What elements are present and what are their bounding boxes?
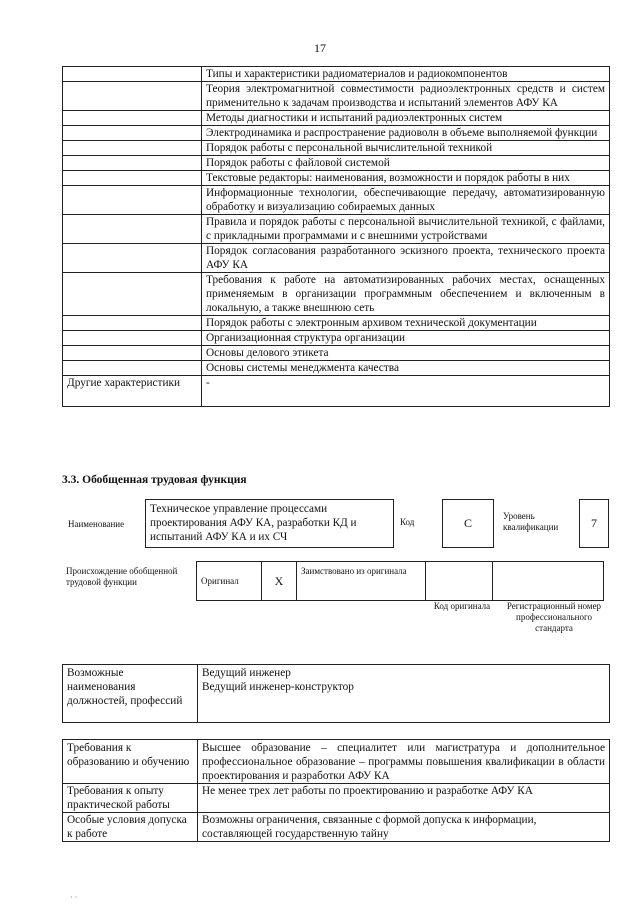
code-label: Код bbox=[400, 517, 415, 527]
reg-number-caption: Регистрационный номер профессионального стандарта bbox=[506, 601, 602, 633]
requirements-table bbox=[62, 739, 610, 842]
table-cell-left bbox=[63, 244, 202, 273]
table-cell-left bbox=[63, 111, 202, 126]
positions-values bbox=[198, 665, 610, 723]
positions-label: Возможные наименования должностей, профессий bbox=[63, 665, 198, 723]
special-conditions-value: Возможны ограничения, связанные с формой допуска к информации, составляющей государственную тайну bbox=[198, 813, 610, 842]
positions-table bbox=[62, 664, 610, 723]
table-row bbox=[63, 273, 610, 316]
table-row bbox=[63, 141, 610, 156]
origin-code-cell bbox=[426, 562, 493, 601]
other-characteristics-value: - bbox=[202, 376, 610, 407]
knowledge-item: Порядок работы с электронным архивом технической документации bbox=[202, 316, 610, 331]
reg-number-cell bbox=[493, 562, 604, 601]
experience-label: Требования к опыту практической работы bbox=[63, 784, 198, 813]
knowledge-item: Порядок работы с файловой системой bbox=[202, 156, 610, 171]
page-number: 17 bbox=[314, 41, 326, 55]
name-label: Наименование bbox=[68, 519, 125, 529]
table-cell-left bbox=[63, 273, 202, 316]
position-item: Ведущий инженер-конструктор bbox=[202, 681, 354, 693]
knowledge-item: Основы системы менеджмента качества bbox=[202, 361, 610, 376]
table-cell-left bbox=[63, 141, 202, 156]
table-row bbox=[63, 67, 610, 82]
table-row bbox=[63, 784, 610, 813]
table-cell-left bbox=[63, 361, 202, 376]
table-cell-left bbox=[63, 126, 202, 141]
origin-label: Происхождение обобщенной трудовой функции bbox=[66, 566, 178, 587]
special-conditions-label: Особые условия допуска к работе bbox=[63, 813, 198, 842]
table-row bbox=[197, 562, 604, 601]
table-row bbox=[63, 244, 610, 273]
origin-table bbox=[196, 561, 604, 601]
experience-value: Не менее трех лет работы по проектированию и разработке АФУ КА bbox=[198, 784, 610, 813]
knowledge-item: Электродинамика и распространение радиоволн в объеме выполняемой функции bbox=[202, 126, 610, 141]
table-row bbox=[63, 331, 610, 346]
knowledge-item: Порядок работы с персональной вычислительной техникой bbox=[202, 141, 610, 156]
knowledge-item: Требования к работе на автоматизированных рабочих местах, оснащенных применяемым в организации программным обеспечением и включенным в локальную, а также внешнюю сеть bbox=[202, 273, 610, 316]
knowledge-item: Теория электромагнитной совместимости радиоэлектронных средств и систем применительно к задачам производства и испытаний элементов АФУ КА bbox=[202, 82, 610, 111]
table-row bbox=[63, 215, 610, 244]
original-mark: X bbox=[262, 562, 297, 601]
table-row bbox=[63, 376, 610, 407]
table-cell-left bbox=[63, 215, 202, 244]
knowledge-item: Основы делового этикета bbox=[202, 346, 610, 361]
education-label: Требования к образованию и обучению bbox=[63, 740, 198, 784]
table-row bbox=[63, 316, 610, 331]
table-row bbox=[63, 111, 610, 126]
position-item: Ведущий инженер bbox=[202, 667, 291, 679]
knowledge-item: Информационные технологии, обеспечивающие передачу, автоматизированную обработку и визуализацию собираемых данных bbox=[202, 186, 610, 215]
table-cell-left bbox=[63, 67, 202, 82]
original-label: Оригинал bbox=[197, 562, 262, 601]
table-cell-left bbox=[63, 346, 202, 361]
level-value: 7 bbox=[591, 516, 597, 530]
knowledge-item: Правила и порядок работы с персональной вычислительной техникой, с файлами, с прикладными программами и с внешними устройствами bbox=[202, 215, 610, 244]
table-row bbox=[63, 813, 610, 842]
knowledge-item: Текстовые редакторы: наименования, возможности и порядок работы в них bbox=[202, 171, 610, 186]
table-cell-left bbox=[63, 316, 202, 331]
table-row bbox=[63, 156, 610, 171]
name-value: Техническое управление процессами проектирования АФУ КА, разработки КД и испытаний АФУ КА и их СЧ bbox=[150, 503, 357, 543]
knowledge-item: Порядок согласования разработанного эскизного проекта, технического проекта АФУ КА bbox=[202, 244, 610, 273]
table-row bbox=[63, 82, 610, 111]
knowledge-item: Организационная структура организации bbox=[202, 331, 610, 346]
table-cell-left bbox=[63, 171, 202, 186]
table-cell-left bbox=[63, 82, 202, 111]
table-cell-left bbox=[63, 156, 202, 171]
table-row bbox=[63, 740, 610, 784]
other-characteristics-label: Другие характеристики bbox=[63, 376, 202, 407]
code-value: С bbox=[463, 516, 472, 530]
knowledge-item: Типы и характеристики радиоматериалов и радиокомпонентов bbox=[202, 67, 610, 82]
table-cell-left bbox=[63, 186, 202, 215]
table-row bbox=[63, 361, 610, 376]
borrowed-label: Заимствовано из оригинала bbox=[297, 562, 426, 601]
section-title: 3.3. Обобщенная трудовая функция bbox=[62, 474, 247, 486]
origin-code-caption: Код оригинала bbox=[433, 601, 491, 611]
table-cell-left bbox=[63, 331, 202, 346]
table-row bbox=[63, 346, 610, 361]
scan-artifact: · · bbox=[70, 893, 78, 902]
knowledge-item: Методы диагностики и испытаний радиоэлектронных систем bbox=[202, 111, 610, 126]
level-label: Уровень квалификации bbox=[503, 511, 559, 532]
table-row bbox=[63, 126, 610, 141]
knowledge-table bbox=[62, 66, 610, 407]
education-value: Высшее образование – специалитет или магистратура и дополнительное профессиональное образование – программы повышения квалификации в области проектирования и разработки АФУ КА bbox=[198, 740, 610, 784]
table-row bbox=[63, 171, 610, 186]
table-row bbox=[63, 665, 610, 723]
table-row bbox=[63, 186, 610, 215]
